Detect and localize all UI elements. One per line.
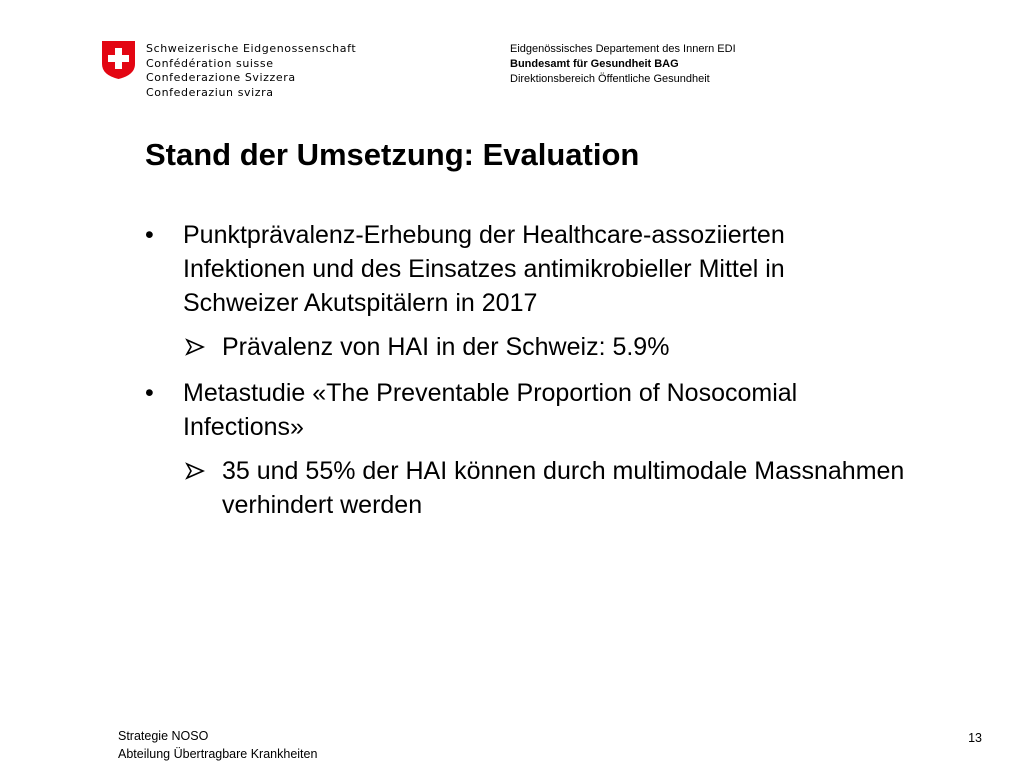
slide-title: Stand der Umsetzung: Evaluation [145, 137, 640, 172]
arrow-bullet-icon [185, 338, 205, 356]
slide-content [145, 218, 905, 534]
footer-presentation-name: Strategie NOSO [118, 729, 209, 743]
arrow-bullet-icon [185, 462, 205, 480]
confederation-name-de: Schweizerische Eidgenossenschaft [146, 42, 357, 55]
department-info [510, 42, 736, 87]
confederation-name-it: Confederazione Svizzera [146, 71, 296, 84]
confederation-name-rm: Confederaziun svizra [146, 85, 274, 99]
bullet-dot-icon: • [145, 221, 154, 249]
federal-logo [101, 40, 401, 104]
sub-bullet-item [145, 330, 905, 364]
division-name: Direktionsbereich Öffentliche Gesundheit [510, 73, 710, 85]
bullet-text: Metastudie «The Preventable Proportion of Nosocomial Infections» [183, 379, 798, 441]
swiss-cross-icon [101, 40, 136, 80]
confederation-names [146, 42, 356, 100]
confederation-name-fr: Confédération suisse [146, 56, 274, 70]
office-name: Bundesamt für Gesundheit BAG [510, 58, 679, 70]
footer-department-name: Abteilung Übertragbare Krankheiten [118, 747, 318, 761]
bullet-text: Punktprävalenz-Erhebung der Healthcare-assoziierten Infektionen und des Einsatzes antimikrobieller Mittel in Schweizer Akutspitälern in 2017 [183, 221, 785, 317]
department-name: Eidgenössisches Departement des Innern EDI [510, 43, 736, 55]
bullet-item [145, 376, 905, 444]
sub-bullet-text: 35 und 55% der HAI können durch multimodale Massnahmen verhindert werden [222, 457, 905, 519]
bullet-item [145, 218, 905, 320]
sub-bullet-item [145, 454, 905, 522]
sub-bullet-text: Prävalenz von HAI in der Schweiz: 5.9% [222, 333, 670, 361]
footer-info [118, 727, 317, 763]
page-number: 13 [968, 731, 982, 745]
bullet-dot-icon: • [145, 379, 154, 407]
